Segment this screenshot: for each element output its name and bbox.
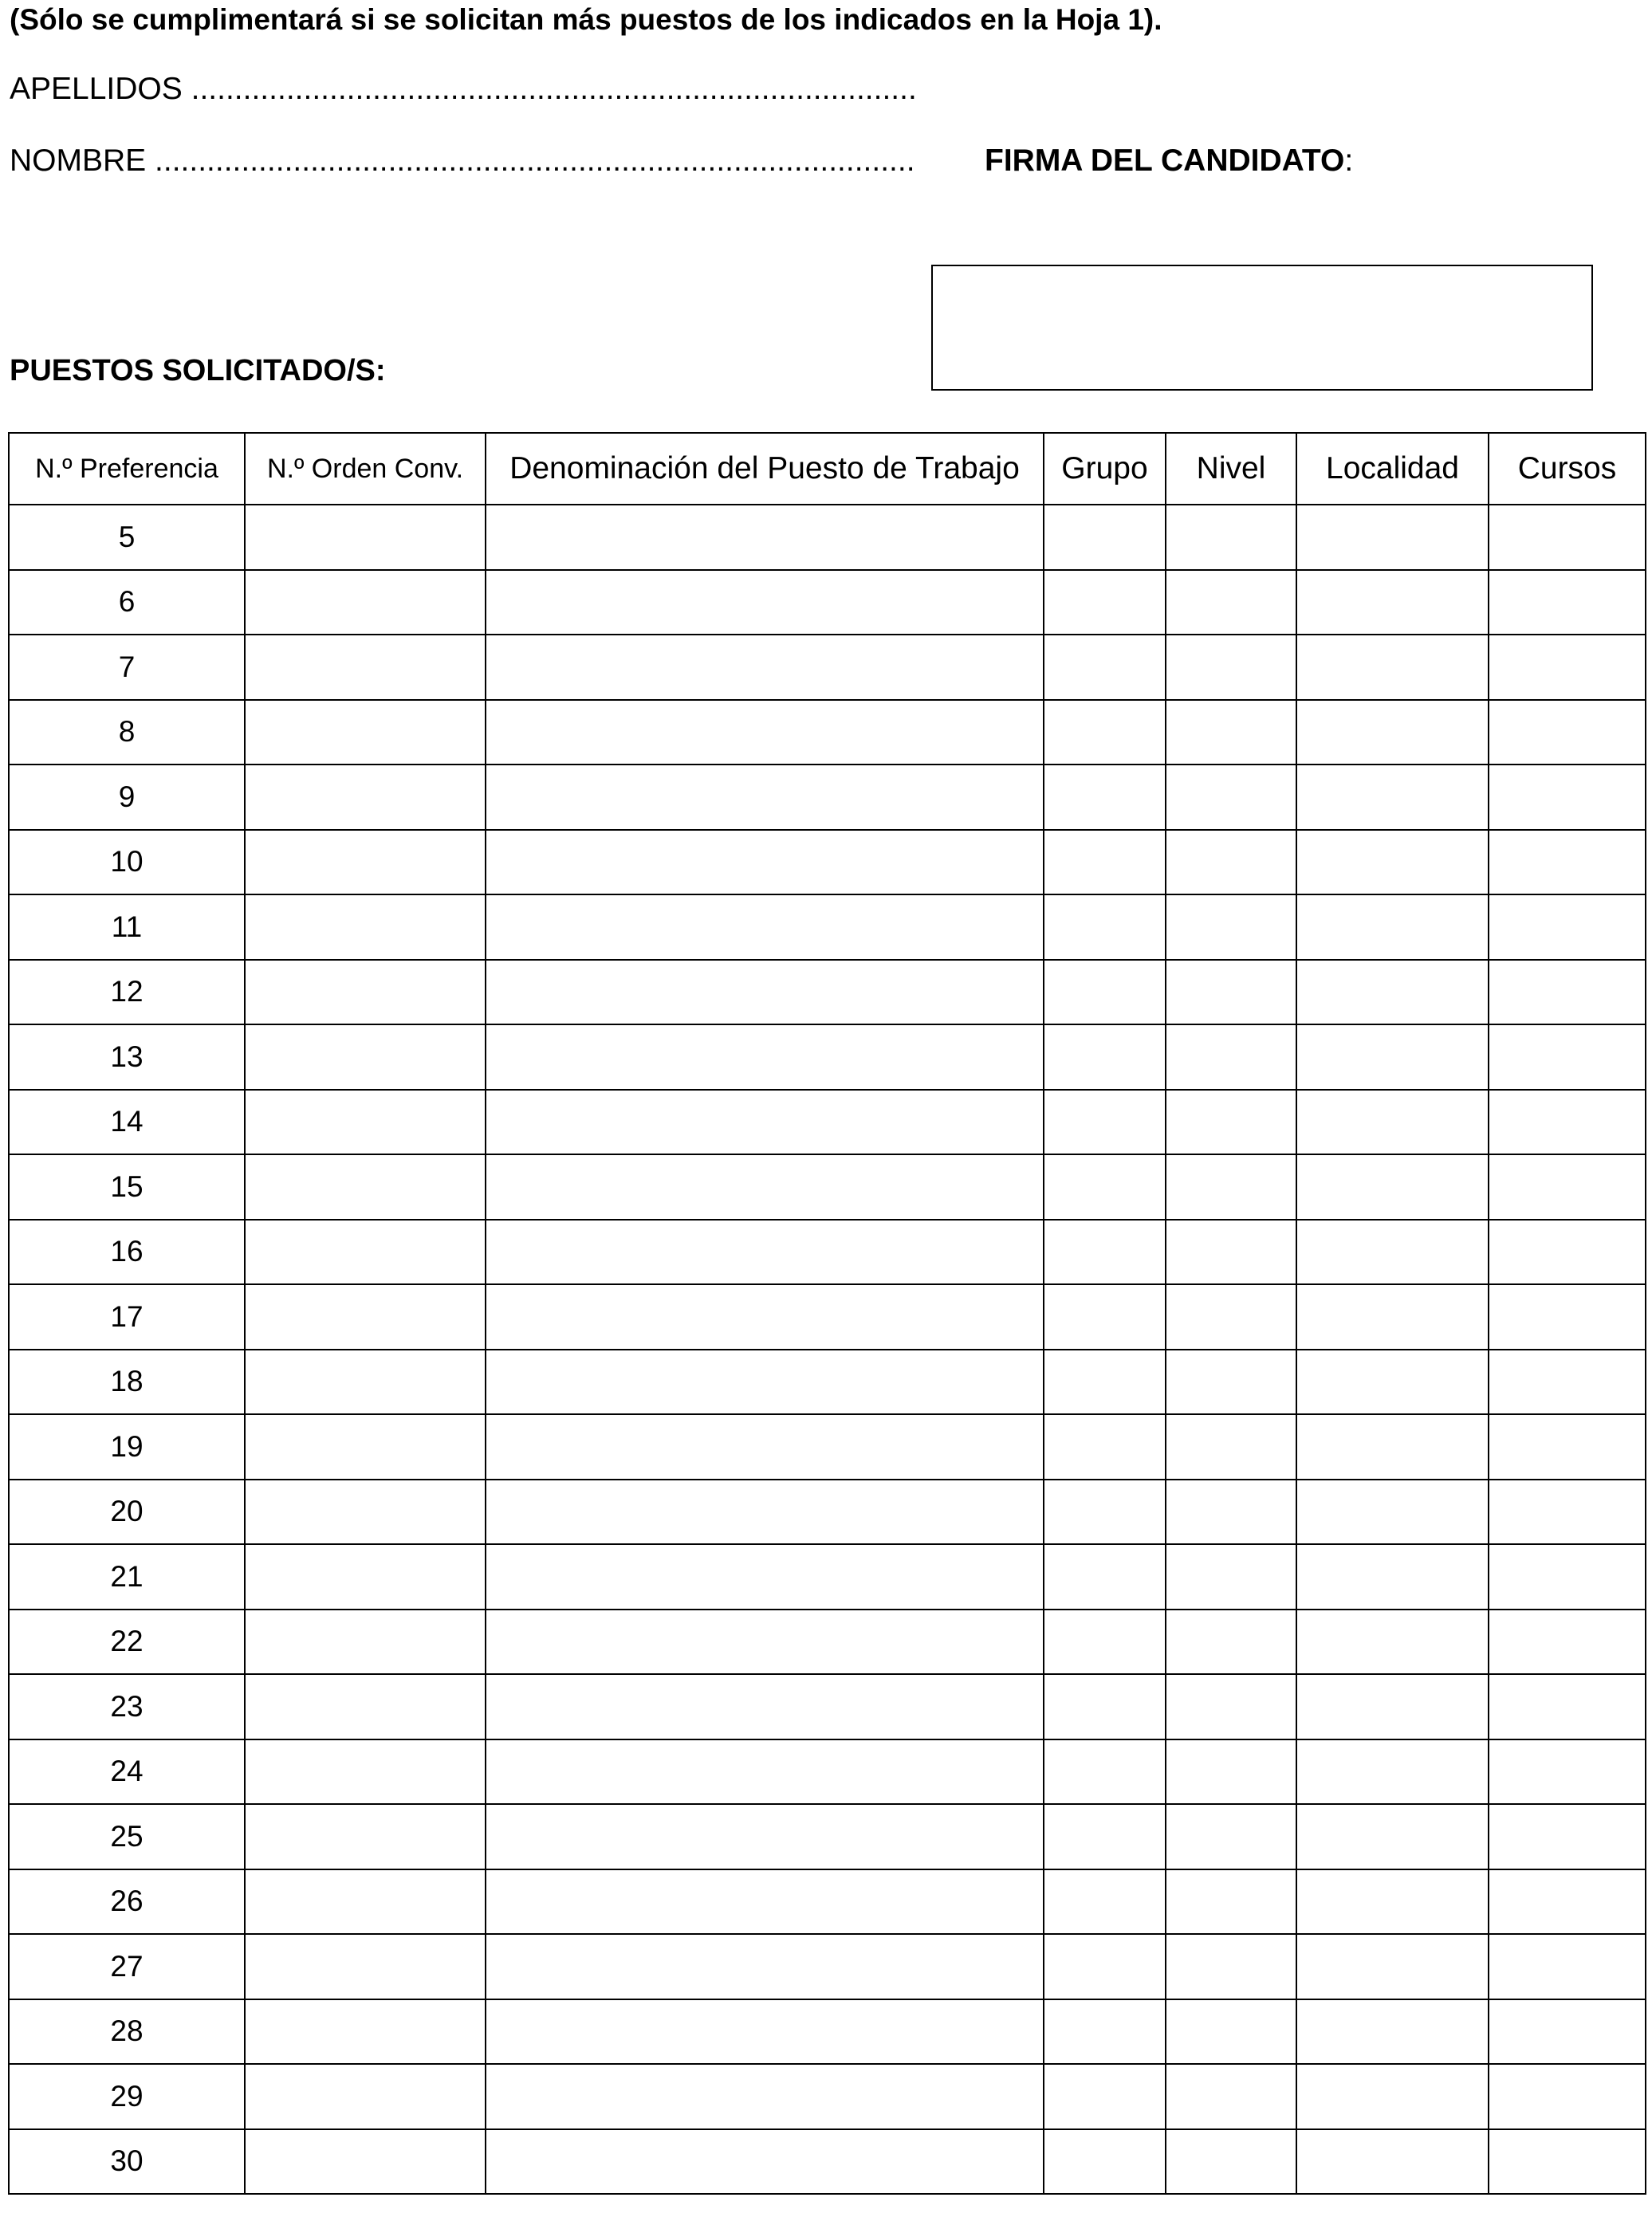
- grupo-cell[interactable]: [1044, 1220, 1166, 1285]
- grupo-cell[interactable]: [1044, 505, 1166, 570]
- localidad-cell[interactable]: [1296, 570, 1489, 635]
- table-row: [9, 830, 1646, 895]
- nivel-cell[interactable]: [1166, 2064, 1296, 2129]
- grupo-cell[interactable]: [1044, 765, 1166, 830]
- denominacion-cell[interactable]: [486, 1024, 1044, 1090]
- table-header-row: [9, 433, 1646, 505]
- preference-number: 13: [9, 1024, 245, 1090]
- preference-number: 27: [9, 1934, 245, 1999]
- localidad-cell[interactable]: [1296, 1674, 1489, 1739]
- table-row: [9, 1869, 1646, 1935]
- grupo-cell[interactable]: [1044, 1610, 1166, 1675]
- denominacion-cell[interactable]: [486, 1610, 1044, 1675]
- table-row: [9, 894, 1646, 960]
- preference-number: 19: [9, 1414, 245, 1480]
- surname-label: APELLIDOS: [10, 72, 183, 106]
- orden-cell[interactable]: [245, 765, 486, 830]
- nivel-cell[interactable]: [1166, 1674, 1296, 1739]
- preference-number: 20: [9, 1480, 245, 1545]
- denominacion-cell[interactable]: [486, 894, 1044, 960]
- grupo-cell[interactable]: [1044, 960, 1166, 1025]
- table-body: [9, 505, 1646, 2194]
- table-row: [9, 1999, 1646, 2065]
- denominacion-cell[interactable]: [486, 2064, 1044, 2129]
- denominacion-cell[interactable]: [486, 570, 1044, 635]
- denominacion-cell[interactable]: [486, 1804, 1044, 1869]
- instruction-note: (Sólo se cumplimentará si se solicitan más puestos de los indicados en la Hoja 1).: [10, 3, 1162, 36]
- cursos-cell[interactable]: [1489, 2129, 1646, 2195]
- denominacion-cell[interactable]: [486, 1090, 1044, 1155]
- orden-cell[interactable]: [245, 894, 486, 960]
- grupo-cell[interactable]: [1044, 2064, 1166, 2129]
- grupo-cell[interactable]: [1044, 700, 1166, 765]
- table-row: [9, 1090, 1646, 1155]
- preference-number: 7: [9, 635, 245, 700]
- preference-number: 30: [9, 2129, 245, 2195]
- nivel-cell[interactable]: [1166, 1024, 1296, 1090]
- denominacion-cell[interactable]: [486, 1154, 1044, 1220]
- grupo-cell[interactable]: [1044, 830, 1166, 895]
- denominacion-cell[interactable]: [486, 1544, 1044, 1610]
- localidad-cell[interactable]: [1296, 1090, 1489, 1155]
- localidad-cell[interactable]: [1296, 1999, 1489, 2065]
- preference-number: 5: [9, 505, 245, 570]
- cursos-cell[interactable]: [1489, 505, 1646, 570]
- nivel-cell[interactable]: [1166, 1154, 1296, 1220]
- table-row: [9, 1284, 1646, 1350]
- nivel-cell[interactable]: [1166, 1610, 1296, 1675]
- localidad-cell[interactable]: [1296, 1739, 1489, 1805]
- table-row: [9, 765, 1646, 830]
- nivel-cell[interactable]: [1166, 1739, 1296, 1805]
- grupo-cell[interactable]: [1044, 1414, 1166, 1480]
- nivel-cell[interactable]: [1166, 830, 1296, 895]
- denominacion-cell[interactable]: [486, 635, 1044, 700]
- orden-cell[interactable]: [245, 1674, 486, 1739]
- grupo-cell[interactable]: [1044, 1154, 1166, 1220]
- cursos-cell[interactable]: [1489, 1220, 1646, 1285]
- denominacion-cell[interactable]: [486, 1414, 1044, 1480]
- localidad-cell[interactable]: [1296, 960, 1489, 1025]
- localidad-cell[interactable]: [1296, 830, 1489, 895]
- preference-number: 9: [9, 765, 245, 830]
- denominacion-cell[interactable]: [486, 1350, 1044, 1415]
- grupo-cell[interactable]: [1044, 1480, 1166, 1545]
- table-row: [9, 960, 1646, 1025]
- table-row: [9, 1414, 1646, 1480]
- orden-cell[interactable]: [245, 1934, 486, 1999]
- nivel-cell[interactable]: [1166, 2129, 1296, 2195]
- denominacion-cell[interactable]: [486, 830, 1044, 895]
- denominacion-cell[interactable]: [486, 2129, 1044, 2195]
- cursos-cell[interactable]: [1489, 1544, 1646, 1610]
- denominacion-cell[interactable]: [486, 1284, 1044, 1350]
- cursos-cell[interactable]: [1489, 1414, 1646, 1480]
- table-row: [9, 570, 1646, 635]
- nivel-cell[interactable]: [1166, 1414, 1296, 1480]
- orden-cell[interactable]: [245, 1090, 486, 1155]
- nivel-cell[interactable]: [1166, 1220, 1296, 1285]
- grupo-cell[interactable]: [1044, 635, 1166, 700]
- orden-cell[interactable]: [245, 1414, 486, 1480]
- grupo-cell[interactable]: [1044, 1024, 1166, 1090]
- localidad-cell[interactable]: [1296, 1480, 1489, 1545]
- orden-cell[interactable]: [245, 1284, 486, 1350]
- column-header-preferencia: N.º Preferencia: [9, 433, 245, 505]
- denominacion-cell[interactable]: [486, 700, 1044, 765]
- orden-cell[interactable]: [245, 1544, 486, 1610]
- orden-cell[interactable]: [245, 1610, 486, 1675]
- grupo-cell[interactable]: [1044, 1674, 1166, 1739]
- preference-number: 29: [9, 2064, 245, 2129]
- localidad-cell[interactable]: [1296, 2064, 1489, 2129]
- orden-cell[interactable]: [245, 2064, 486, 2129]
- name-field[interactable]: [10, 143, 915, 179]
- localidad-cell[interactable]: [1296, 1350, 1489, 1415]
- grupo-cell[interactable]: [1044, 2129, 1166, 2195]
- cursos-cell[interactable]: [1489, 1480, 1646, 1545]
- grupo-cell[interactable]: [1044, 570, 1166, 635]
- grupo-cell[interactable]: [1044, 894, 1166, 960]
- grupo-cell[interactable]: [1044, 1804, 1166, 1869]
- grupo-cell[interactable]: [1044, 1739, 1166, 1805]
- cursos-cell[interactable]: [1489, 960, 1646, 1025]
- grupo-cell[interactable]: [1044, 1350, 1166, 1415]
- localidad-cell[interactable]: [1296, 1220, 1489, 1285]
- table-row: [9, 1220, 1646, 1285]
- column-header-cursos: Cursos: [1489, 433, 1646, 505]
- nivel-cell[interactable]: [1166, 570, 1296, 635]
- nivel-cell[interactable]: [1166, 765, 1296, 830]
- cursos-cell[interactable]: [1489, 1090, 1646, 1155]
- localidad-cell[interactable]: [1296, 1804, 1489, 1869]
- cursos-cell[interactable]: [1489, 635, 1646, 700]
- table-row: [9, 1350, 1646, 1415]
- table-row: [9, 635, 1646, 700]
- table-row: [9, 1480, 1646, 1545]
- signature-colon: :: [1344, 143, 1354, 178]
- nivel-cell[interactable]: [1166, 1934, 1296, 1999]
- orden-cell[interactable]: [245, 2129, 486, 2195]
- table-row: [9, 700, 1646, 765]
- orden-cell[interactable]: [245, 1480, 486, 1545]
- denominacion-cell[interactable]: [486, 505, 1044, 570]
- table-row: [9, 2064, 1646, 2129]
- preference-number: 22: [9, 1610, 245, 1675]
- table-row: [9, 1610, 1646, 1675]
- localidad-cell[interactable]: [1296, 1414, 1489, 1480]
- grupo-cell[interactable]: [1044, 1284, 1166, 1350]
- cursos-cell[interactable]: [1489, 1024, 1646, 1090]
- localidad-cell[interactable]: [1296, 765, 1489, 830]
- preference-number: 23: [9, 1674, 245, 1739]
- orden-cell[interactable]: [245, 960, 486, 1025]
- nivel-cell[interactable]: [1166, 1350, 1296, 1415]
- preference-number: 8: [9, 700, 245, 765]
- preference-number: 26: [9, 1869, 245, 1935]
- preference-number: 17: [9, 1284, 245, 1350]
- preference-number: 28: [9, 1999, 245, 2065]
- column-header-orden: N.º Orden Conv.: [245, 433, 486, 505]
- nivel-cell[interactable]: [1166, 960, 1296, 1025]
- grupo-cell[interactable]: [1044, 1934, 1166, 1999]
- denominacion-cell[interactable]: [486, 1220, 1044, 1285]
- nivel-cell[interactable]: [1166, 1480, 1296, 1545]
- orden-cell[interactable]: [245, 1350, 486, 1415]
- nivel-cell[interactable]: [1166, 1869, 1296, 1935]
- column-header-nivel: Nivel: [1166, 433, 1296, 505]
- cursos-cell[interactable]: [1489, 1610, 1646, 1675]
- name-dots: ........................................................................................: [155, 143, 915, 178]
- orden-cell[interactable]: [245, 635, 486, 700]
- orden-cell[interactable]: [245, 505, 486, 570]
- table-row: [9, 1154, 1646, 1220]
- cursos-cell[interactable]: [1489, 570, 1646, 635]
- surname-dots: ....................................................................................: [191, 72, 917, 106]
- cursos-cell[interactable]: [1489, 894, 1646, 960]
- cursos-cell[interactable]: [1489, 1154, 1646, 1220]
- denominacion-cell[interactable]: [486, 1934, 1044, 1999]
- cursos-cell[interactable]: [1489, 1999, 1646, 2065]
- orden-cell[interactable]: [245, 1999, 486, 2065]
- name-label: NOMBRE: [10, 143, 147, 178]
- signature-label: FIRMA DEL CANDIDATO: [985, 143, 1345, 178]
- table-row: [9, 1934, 1646, 1999]
- localidad-cell[interactable]: [1296, 1154, 1489, 1220]
- cursos-cell[interactable]: [1489, 2064, 1646, 2129]
- table-row: [9, 1804, 1646, 1869]
- denominacion-cell[interactable]: [486, 1480, 1044, 1545]
- orden-cell[interactable]: [245, 1220, 486, 1285]
- orden-cell[interactable]: [245, 830, 486, 895]
- nivel-cell[interactable]: [1166, 1804, 1296, 1869]
- orden-cell[interactable]: [245, 1739, 486, 1805]
- preference-number: 15: [9, 1154, 245, 1220]
- localidad-cell[interactable]: [1296, 1934, 1489, 1999]
- denominacion-cell[interactable]: [486, 765, 1044, 830]
- nivel-cell[interactable]: [1166, 700, 1296, 765]
- orden-cell[interactable]: [245, 1024, 486, 1090]
- preference-number: 11: [9, 894, 245, 960]
- denominacion-cell[interactable]: [486, 1674, 1044, 1739]
- nivel-cell[interactable]: [1166, 1544, 1296, 1610]
- column-header-denominacion: Denominación del Puesto de Trabajo: [486, 433, 1044, 505]
- preference-number: 16: [9, 1220, 245, 1285]
- nivel-cell[interactable]: [1166, 505, 1296, 570]
- preference-number: 12: [9, 960, 245, 1025]
- denominacion-cell[interactable]: [486, 960, 1044, 1025]
- denominacion-cell[interactable]: [486, 1999, 1044, 2065]
- cursos-cell[interactable]: [1489, 1869, 1646, 1935]
- cursos-cell[interactable]: [1489, 1350, 1646, 1415]
- localidad-cell[interactable]: [1296, 700, 1489, 765]
- orden-cell[interactable]: [245, 1154, 486, 1220]
- preference-number: 24: [9, 1739, 245, 1805]
- orden-cell[interactable]: [245, 570, 486, 635]
- localidad-cell[interactable]: [1296, 1544, 1489, 1610]
- localidad-cell[interactable]: [1296, 635, 1489, 700]
- cursos-cell[interactable]: [1489, 765, 1646, 830]
- column-header-grupo: Grupo: [1044, 433, 1166, 505]
- surname-field[interactable]: [10, 72, 917, 107]
- table-row: [9, 2129, 1646, 2195]
- table-row: [9, 1739, 1646, 1805]
- preference-number: 14: [9, 1090, 245, 1155]
- section-title: PUESTOS SOLICITADO/S:: [10, 354, 386, 387]
- signature-box[interactable]: [931, 265, 1593, 391]
- localidad-cell[interactable]: [1296, 894, 1489, 960]
- cursos-cell[interactable]: [1489, 830, 1646, 895]
- localidad-cell[interactable]: [1296, 1610, 1489, 1675]
- orden-cell[interactable]: [245, 1804, 486, 1869]
- grupo-cell[interactable]: [1044, 1544, 1166, 1610]
- nivel-cell[interactable]: [1166, 1090, 1296, 1155]
- localidad-cell[interactable]: [1296, 1284, 1489, 1350]
- denominacion-cell[interactable]: [486, 1869, 1044, 1935]
- table-row: [9, 1544, 1646, 1610]
- preference-number: 10: [9, 830, 245, 895]
- preference-number: 21: [9, 1544, 245, 1610]
- column-header-localidad: Localidad: [1296, 433, 1489, 505]
- grupo-cell[interactable]: [1044, 1090, 1166, 1155]
- preference-number: 25: [9, 1804, 245, 1869]
- cursos-cell[interactable]: [1489, 1674, 1646, 1739]
- denominacion-cell[interactable]: [486, 1739, 1044, 1805]
- localidad-cell[interactable]: [1296, 1869, 1489, 1935]
- nivel-cell[interactable]: [1166, 635, 1296, 700]
- localidad-cell[interactable]: [1296, 505, 1489, 570]
- cursos-cell[interactable]: [1489, 1934, 1646, 1999]
- cursos-cell[interactable]: [1489, 700, 1646, 765]
- localidad-cell[interactable]: [1296, 1024, 1489, 1090]
- cursos-cell[interactable]: [1489, 1804, 1646, 1869]
- grupo-cell[interactable]: [1044, 1869, 1166, 1935]
- table-row: [9, 1674, 1646, 1739]
- orden-cell[interactable]: [245, 700, 486, 765]
- preference-number: 18: [9, 1350, 245, 1415]
- table-row: [9, 1024, 1646, 1090]
- table-row: [9, 505, 1646, 570]
- nivel-cell[interactable]: [1166, 1999, 1296, 2065]
- posts-table: [8, 432, 1646, 2195]
- cursos-cell[interactable]: [1489, 1739, 1646, 1805]
- nivel-cell[interactable]: [1166, 894, 1296, 960]
- orden-cell[interactable]: [245, 1869, 486, 1935]
- nivel-cell[interactable]: [1166, 1284, 1296, 1350]
- signature-label-line: [985, 143, 1353, 179]
- localidad-cell[interactable]: [1296, 2129, 1489, 2195]
- grupo-cell[interactable]: [1044, 1999, 1166, 2065]
- cursos-cell[interactable]: [1489, 1284, 1646, 1350]
- preference-number: 6: [9, 570, 245, 635]
